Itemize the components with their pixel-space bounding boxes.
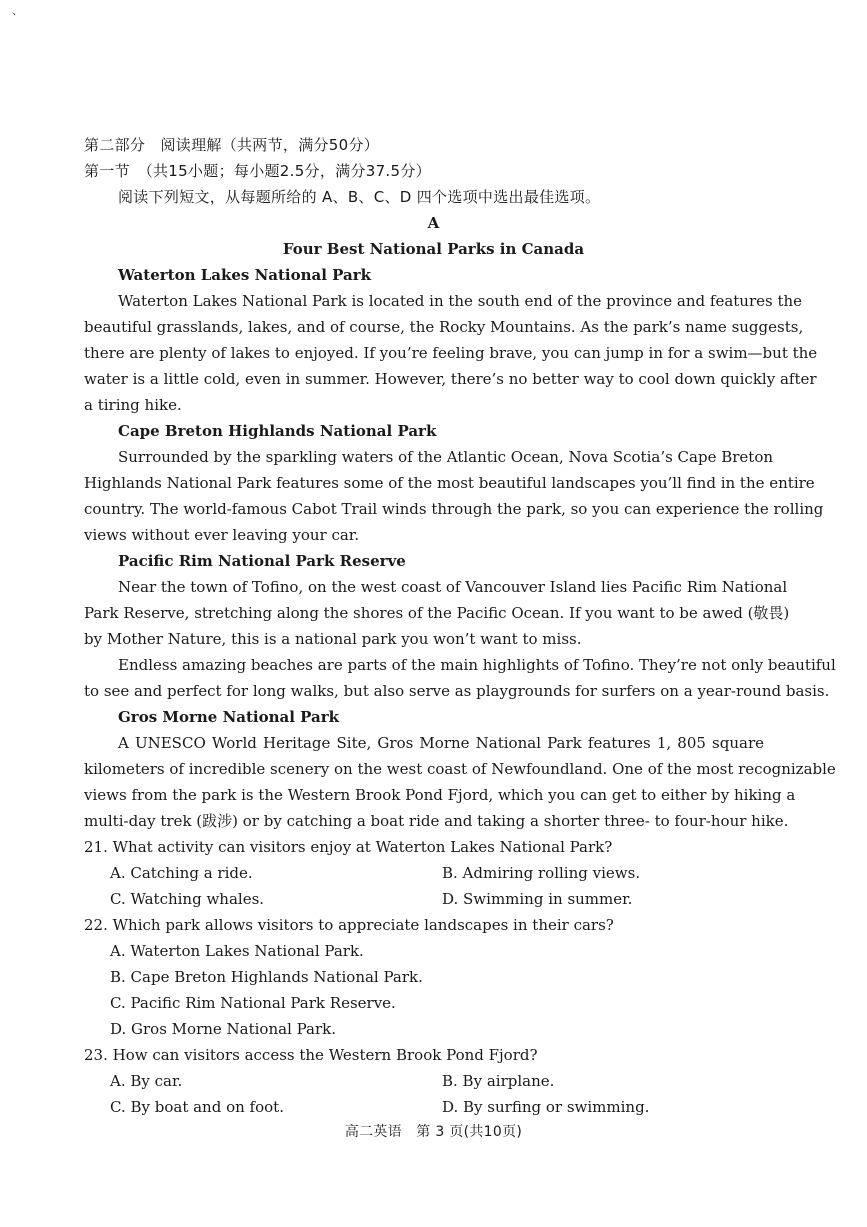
subsection-title: 第一节 （共15小题；每小题2.5分，满分37.5分） — [84, 162, 431, 180]
paragraph-line: Surrounded by the sparkling waters of the Atlantic Ocean, Nova Scotia’s Cape Breton — [118, 448, 774, 466]
paragraph-line: views without ever leaving your car. — [84, 526, 360, 544]
option-21-a: A. Catching a ride. — [110, 864, 253, 882]
paragraph-line: Waterton Lakes National Park is located in the south end of the province and features the — [118, 292, 803, 310]
option-22-a: A. Waterton Lakes National Park. — [110, 942, 364, 960]
paragraph-line: Near the town of Tofino, on the west coast of Vancouver Island lies Pacific Rim National — [118, 578, 788, 596]
park-heading-gros-morne: Gros Morne National Park — [118, 708, 340, 726]
option-23-d: D. By surfing or swimming. — [442, 1098, 650, 1116]
option-23-a: A. By car. — [110, 1072, 183, 1090]
option-23-b: B. By airplane. — [442, 1072, 555, 1090]
option-21-d: D. Swimming in summer. — [442, 890, 633, 908]
park-heading-waterton: Waterton Lakes National Park — [118, 266, 372, 284]
park-heading-cape-breton: Cape Breton Highlands National Park — [118, 422, 437, 440]
instruction: 阅读下列短文，从每题所给的 A、B、C、D 四个选项中选出最佳选项。 — [118, 188, 601, 206]
paragraph-line: by Mother Nature, this is a national park you won’t want to miss. — [84, 630, 582, 648]
option-23-c: C. By boat and on foot. — [110, 1098, 284, 1116]
part-title: 第二部分 阅读理解（共两节，满分50分） — [84, 136, 380, 154]
paragraph-line: Endless amazing beaches are parts of the main highlights of Tofino. They’re not only beautiful — [118, 656, 836, 674]
paragraph-line: country. The world-famous Cabot Trail winds through the park, so you can experience the rolling — [84, 500, 824, 518]
page-footer: 高二英语 第 3 页(共10页) — [344, 1124, 523, 1140]
paragraph-line: to see and perfect for long walks, but also serve as playgrounds for surfers on a year-round basis. — [84, 682, 830, 700]
paragraph-line: Highlands National Park features some of the most beautiful landscapes you’ll find in the entire — [84, 474, 815, 492]
park-heading-pacific-rim: Pacific Rim National Park Reserve — [118, 552, 406, 570]
passage-label: A — [427, 214, 440, 232]
paragraph-line: Park Reserve, stretching along the shores of the Pacific Ocean. If you want to be awed (敬畏) — [84, 604, 790, 622]
option-22-c: C. Pacific Rim National Park Reserve. — [110, 994, 396, 1012]
paragraph-line: there are plenty of lakes to enjoyed. If you’re feeling brave, you can jump in for a swim—but the — [84, 344, 818, 362]
paragraph-line: beautiful grasslands, lakes, and of course, the Rocky Mountains. As the park’s name suggests, — [84, 318, 804, 336]
corner-mark: 、 — [12, 4, 23, 17]
option-21-b: B. Admiring rolling views. — [442, 864, 641, 882]
paragraph-line: a tiring hike. — [84, 396, 182, 414]
paragraph-line: A UNESCO World Heritage Site, Gros Morne National Park features 1, 805 square — [118, 734, 764, 752]
passage-title: Four Best National Parks in Canada — [282, 240, 585, 258]
option-22-d: D. Gros Morne National Park. — [110, 1020, 337, 1038]
question-stem-21: 21. What activity can visitors enjoy at Waterton Lakes National Park? — [84, 838, 613, 856]
question-stem-22: 22. Which park allows visitors to appreciate landscapes in their cars? — [84, 916, 614, 934]
paragraph-line: views from the park is the Western Brook Pond Fjord, which you can get to either by hiking a — [84, 786, 796, 804]
paragraph-line: kilometers of incredible scenery on the west coast of Newfoundland. One of the most recognizable — [84, 760, 836, 778]
paragraph-line: water is a little cold, even in summer. However, there’s no better way to cool down quickly after — [84, 370, 817, 388]
paragraph-line: multi-day trek (跋涉) or by catching a boat ride and taking a shorter three- to four-hour hike. — [84, 812, 789, 830]
option-21-c: C. Watching whales. — [110, 890, 265, 908]
option-22-b: B. Cape Breton Highlands National Park. — [110, 968, 423, 986]
question-stem-23: 23. How can visitors access the Western Brook Pond Fjord? — [84, 1046, 538, 1064]
